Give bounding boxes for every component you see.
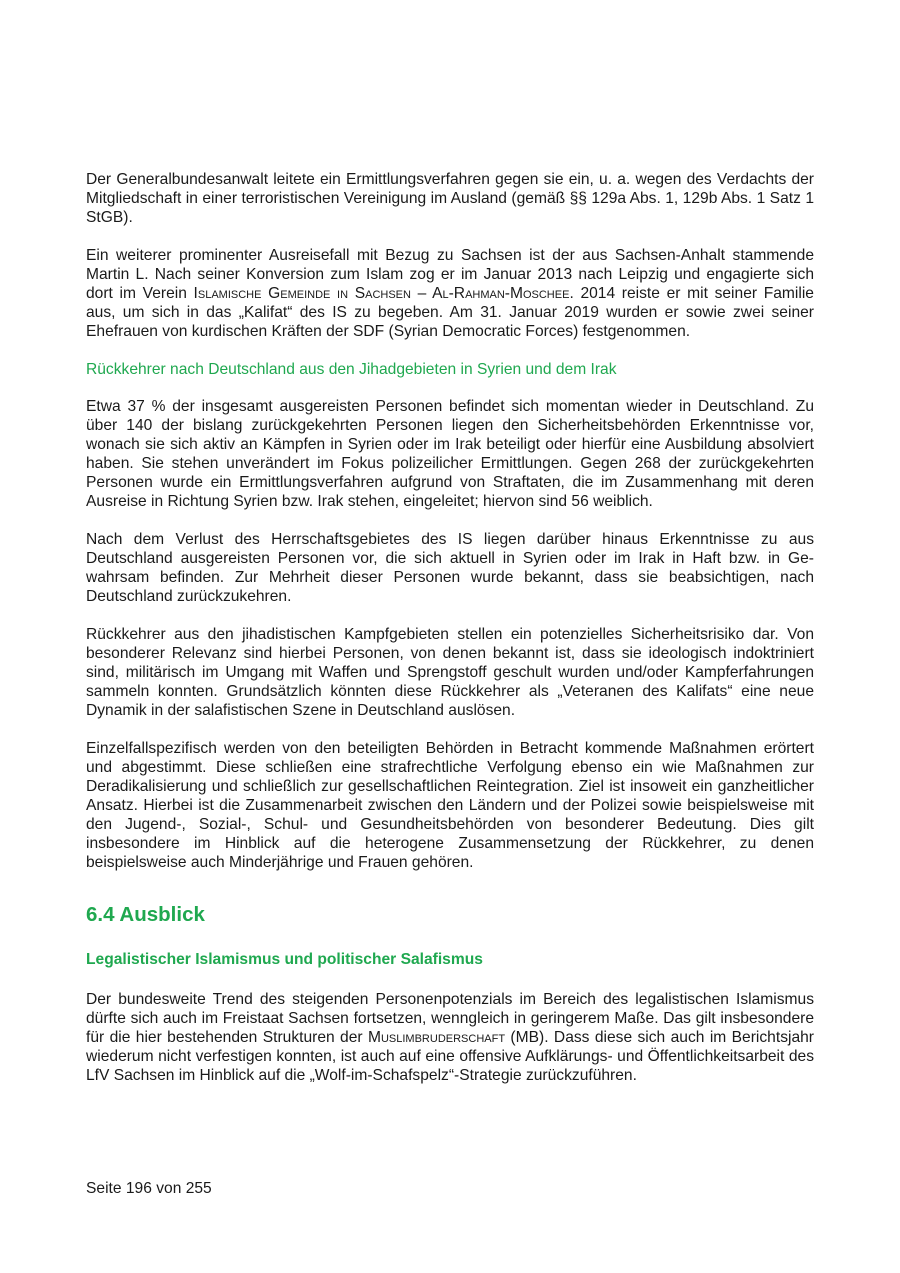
paragraph-investigation: Der Generalbundesanwalt leitete ein Ermittlungsverfahren gegen sie ein, u. a. wegen des Verdachts der Mitgliedschaft in einer terroristischen Vereinigung im Ausland (gemäß §§ 129a Abs. 1, 129b Abs. 1 Satz 1 StGB). — [86, 171, 814, 226]
returnees-heading: Rückkehrer nach Deutschland aus den Jihadgebieten in Syrien und dem Irak — [86, 361, 617, 378]
page-number: Seite 196 von 255 — [86, 1180, 212, 1197]
paragraph-martin-l — [86, 246, 814, 341]
section-heading-ausblick: 6.4 Ausblick — [86, 903, 205, 926]
paragraph-outlook — [86, 990, 814, 1085]
subsection-heading-legalism: Legalistischer Islamismus und politischer Salafismus — [86, 951, 483, 968]
paragraph-security-risk: Rückkehrer aus den jihadistischen Kampfgebieten stellen ein potenzielles Sicherheitsrisiko dar. Von besonderer Relevanz sind hierbei Personen, von denen bekannt ist, dass sie ideologisch indoktriniert sind, militärisch im Umgang mit Waffen und Sprengstoff geschult wurden und/oder Kampferfahrungen sammeln konnten. Grundsätzlich könnten diese Rückkehrer als „Veteranen des Kalifats“ eine neue Dynamik in der salafistischen Szene in Deutschland auslösen. — [86, 626, 814, 719]
paragraph-detained-persons: Nach dem Verlust des Herrschaftsgebietes des IS liegen darüber hinaus Erkenntnisse zu aus Deutschland ausgereisten Personen vor, die sich aktuell in Syrien oder im Irak in Haft bzw. in Gewahrsam befinden. Zur Mehrheit dieser Personen wurde bekannt, dass sie beabsichtigen, nach Deutschland zurückzukehren. — [86, 531, 814, 605]
paragraph-returnee-statistics: Etwa 37 % der insgesamt ausgereisten Personen befindet sich momentan wieder in Deutschland. Zu über 140 der bislang zurückgekehrten Personen liegen den Sicherheitsbehörden Erkenntnisse vor, wonach sie sich aktiv an Kämpfen in Syrien oder im Irak beteiligt oder hierfür eine Ausbildung absolviert haben. Sie stehen unverändert im Fokus polizeilicher Ermittlungen. Gegen 268 der zurückgekehrten Personen wurde ein Ermittlungsverfahren aufgrund von Straftaten, die im Zusammenhang mit deren Ausreise in Richtung Syrien bzw. Irak stehen, eingeleitet; hiervon sind 56 weiblich. — [86, 398, 814, 510]
organization-name-mosque: Islamische Gemeinde in Sachsen – Al-Rahman-Moschee — [193, 285, 570, 302]
paragraph-martin-l-part1: Ein weiterer prominenter Ausreisefall mit Bezug zu Sachsen ist der aus Sachsen-Anhalt stammende Martin L. Nach seiner Konversion zum Islam zog er im Januar 2013 nach Leipzig und engagierte sich dort im Verein — [86, 247, 814, 302]
paragraph-outlook-part2: (MB). Dass diese sich auch im Berichtsjahr wiederum nicht verfestigen konnten, ist auch auf eine offensive Aufklärungs- und Öffentlichkeitsarbeit des LfV Sachsen im Hinblick auf die „Wolf-im-Schafspelz“-Strategie zurückzuführen. — [86, 1029, 814, 1084]
page-content — [86, 170, 814, 1104]
organization-name-muslim-brotherhood: Muslimbruderschaft — [367, 1029, 506, 1046]
paragraph-martin-l-part2: . 2014 reiste er mit seiner Familie aus, um sich in das „Kalifat“ des IS zu begeben. Am 31. Januar 2019 wurden er sowie zwei seiner Ehefrauen von kurdischen Kräften der SDF (Syrian Democratic Forces) festgenommen. — [86, 285, 814, 340]
paragraph-measures: Einzelfallspezifisch werden von den beteiligten Behörden in Betracht kommende Maßnahmen erörtert und abgestimmt. Diese schließen eine strafrechtliche Verfolgung ebenso ein wie Maßnahmen zur Deradikalisierung und schließlich zur gesellschaftlichen Reintegration. Ziel ist insoweit ein ganzheitlicher Ansatz. Hierbei ist die Zusammenarbeit zwischen den Ländern und der Polizei sowie beispielsweise mit den Jugend-, Sozial-, Schul- und Gesundheitsbehörden von besonderer Bedeutung. Dies gilt insbesondere im Hinblick auf die heterogene Zusammensetzung der Rückkehrer, zu denen beispielsweise auch Minderjährige und Frauen gehören. — [86, 740, 814, 871]
paragraph-outlook-part1: Der bundesweite Trend des steigenden Personenpotenzials im Bereich des legalistischen Islamismus dürfte sich auch im Freistaat Sachsen fortsetzen, wenngleich in geringerem Maße. Das gilt insbesondere für die hier bestehenden Strukturen der — [86, 991, 814, 1046]
